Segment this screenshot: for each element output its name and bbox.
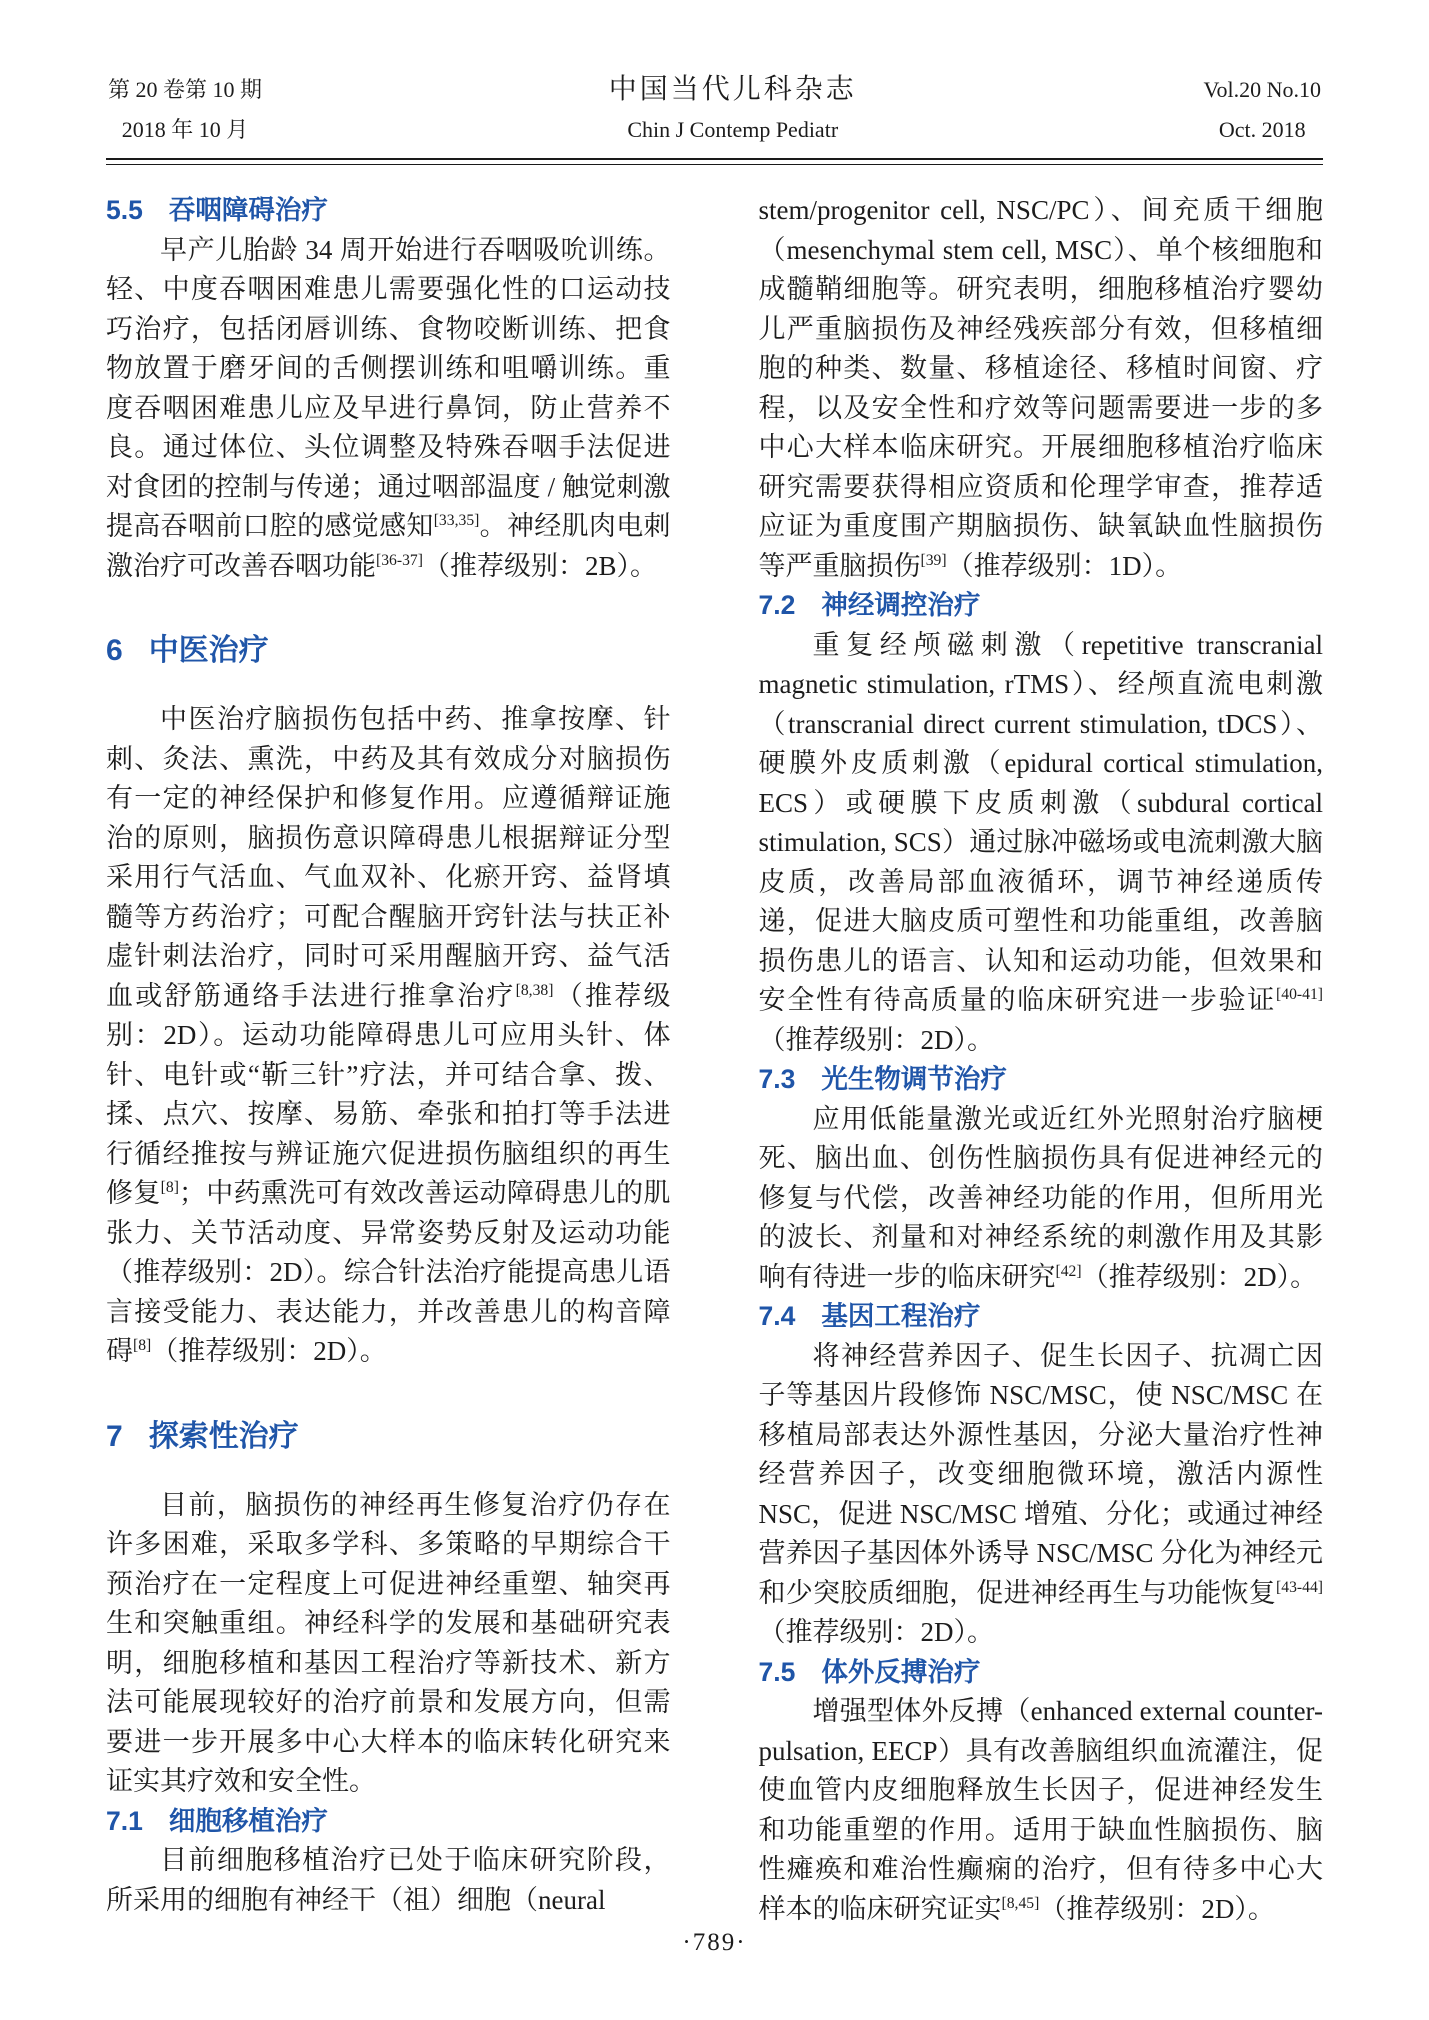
heading-number: 7.1 [106,1805,143,1836]
body-paragraph: 目前细胞移植治疗已处于临床研究阶段，所采用的细胞有神经干（祖）细胞（neural [106,1845,671,1915]
heading-title: 探索性治疗 [148,1419,299,1453]
heading-title: 基因工程治疗 [821,1301,981,1331]
article-body [0,165,1429,1929]
issue-volume: 第 20 卷第 10 期 [108,77,263,102]
left-column [106,191,671,1929]
section-heading [106,1416,671,1458]
body-paragraph: 将神经营养因子、促生长因子、抗凋亡因子等基因片段修饰 NSC/MSC，使 NSC/MSC 在移植局部表达外源性基因，分泌大量治疗性神经营养因子，改变细胞微环境，激活内源性 NSC，促进 NSC/MSC 增殖、分化；或通过神经营养因子基因体外诱导 NSC/MSC 分化为神经元和少突胶质细胞，促进神经再生与功能恢复[43-44]（推荐级别：2D）。 [758,1340,1323,1647]
heading-number: 7.4 [758,1301,796,1331]
heading-title: 细胞移植治疗 [168,1805,328,1836]
subsection-heading [759,1297,1324,1337]
body-paragraph: 中医治疗脑损伤包括中药、推拿按摩、针刺、灸法、熏洗，中药及其有效成分对脑损伤有一定的神经保护和修复作用。应遵循辩证施治的原则，脑损伤意识障碍患儿根据辩证分型采用行气活血、气血双补、化瘀开窍、益肾填髓等方药治疗；可配合醒脑开窍针法与扶正补虚针刺法治疗，同时可采用醒脑开窍、益气活血或舒筋通络手法进行推拿治疗[8,38]（推荐级别：2D）。运动功能障碍患儿可应用头针、体针、电针或“靳三针”疗法，并可结合拿、拨、揉、点穴、按摩、易筋、牵张和拍打等手法进行循经推按与辨证施穴促进损伤脑组织的再生修复[8]；中药熏洗可有效改善运动障碍患儿的肌张力、关节活动度、异常姿势反射及运动功能（推荐级别：2D）。综合针法治疗能提高患儿语言接受能力、表达能力，并改善患儿的构音障碍[8]（推荐级别：2D）。 [106,704,671,1366]
heading-number: 7 [106,1419,123,1453]
heading-number: 7.5 [758,1656,796,1687]
journal-title-en: Chin J Contemp Pediatr [627,117,839,142]
subsection-heading [106,1802,671,1842]
issue-date-cn: 2018 年 10 月 [121,117,249,142]
page-number: ·789· [682,1929,747,1956]
running-head [0,0,1429,150]
reference-superscript: [36-37] [376,551,423,569]
heading-number: 5.5 [106,195,143,225]
heading-number: 7.3 [758,1064,796,1094]
heading-title: 光生物调节治疗 [821,1064,1007,1094]
subsection-heading [759,1060,1324,1100]
subsection-heading [759,1653,1324,1693]
heading-title: 神经调控治疗 [821,590,981,620]
body-paragraph: 目前，脑损伤的神经再生修复治疗仍存在许多困难，采取多学科、多策略的早期综合干预治疗在一定程度上可促进神经重塑、轴突再生和突触重组。神经科学的发展和基础研究表明，细胞移植和基因工程治疗等新技术、新方法可能展现较好的治疗前景和发展方向，但需要进一步开展多中心大样本的临床转化研究来证实其疗效和安全性。 [106,1489,671,1796]
heading-title: 吞咽障碍治疗 [168,195,328,225]
subsection-heading [759,586,1324,626]
body-paragraph: 增强型体外反搏（enhanced external counter-pulsation, EECP）具有改善脑组织血流灌注，促使血管内皮细胞释放生长因子，促进神经发生和功能重塑的作用。适用于缺血性脑损伤、脑性瘫痪和难治性癫痫的治疗，但有待多中心大样本的临床研究证实[8,45]（推荐级别：2D）。 [758,1696,1323,1924]
journal-title-cn: 中国当代儿科杂志 [608,74,857,105]
heading-title: 体外反搏治疗 [821,1656,981,1687]
reference-superscript: [8] [160,1179,179,1196]
heading-number: 7.2 [758,590,796,620]
issue-info [108,70,262,150]
reference-superscript: [42] [1055,1262,1082,1280]
body-paragraph: stem/progenitor cell, NSC/PC）、间充质干细胞（mesenchymal stem cell, MSC）、单个核细胞和成髓鞘细胞等。研究表明，细胞移植治疗婴幼儿严重脑损伤及神经残疾部分有效，但移植细胞的种类、数量、移植途径、移植时间窗、疗程，以及安全性和疗效等问题需要进一步的多中心大样本临床研究。开展细胞移植治疗临床研究需要获得相应资质和伦理学审查，推荐适应证为重度围产期脑损伤、缺氧缺血性脑损伤等严重脑损伤[39]（推荐级别：1D）。 [758,195,1323,581]
reference-superscript: [40-41] [1276,986,1323,1003]
journal-title-block [609,70,857,150]
heading-number: 6 [106,634,123,667]
subsection-heading [106,191,671,231]
section-heading [106,630,671,672]
reference-superscript: [33,35] [433,512,480,529]
body-paragraph: 重复经颅磁刺激（repetitive transcranial magnetic stimulation, rTMS）、经颅直流电刺激（transcranial direct current stimulation, tDCS）、硬膜外皮质刺激（epidural cortical stimulation, ECS）或硬膜下皮质刺激（subdural cortical stimulation, SCS）通过脉冲磁场或电流刺激大脑皮质，改善局部血液循环，调节神经递质传递，促进大脑皮质可塑性和功能重组，改善脑损伤患儿的语言、认知和运动功能，但效果和安全性有待高质量的临床研究进一步验证[40-41]（推荐级别：2D）。 [758,629,1323,1055]
volume-number: Vol.20 No.10 [1203,77,1321,102]
header-rule [106,158,1323,165]
reference-superscript: [43-44] [1276,1578,1323,1596]
right-column [759,191,1324,1929]
reference-superscript: [8,38] [515,981,554,999]
heading-title: 中医治疗 [148,634,269,667]
reference-superscript: [8,45] [1001,1894,1040,1912]
issue-date-en: Oct. 2018 [1218,117,1306,142]
reference-superscript: [39] [920,551,947,569]
reference-superscript: [8] [133,1337,152,1354]
body-paragraph: 早产儿胎龄 34 周开始进行吞咽吸吮训练。轻、中度吞咽困难患儿需要强化性的口运动技巧治疗，包括闭唇训练、食物咬断训练、把食物放置于磨牙间的舌侧摆训练和咀嚼训练。重度吞咽困难患儿应及早进行鼻饲，防止营养不良。通过体位、头位调整及特殊吞咽手法促进对食团的控制与传递；通过咽部温度 / 触觉刺激提高吞咽前口腔的感觉感知[33,35]。神经肌肉电刺激治疗可改善吞咽功能[36-37]（推荐级别：2B）。 [106,234,671,581]
body-paragraph: 应用低能量激光或近红外光照射治疗脑梗死、脑出血、创伤性脑损伤具有促进神经元的修复与代偿，改善神经功能的作用，但所用光的波长、剂量和对神经系统的刺激作用及其影响有待进一步的临床研究[42]（推荐级别：2D）。 [758,1103,1323,1292]
volume-info [1203,70,1321,150]
